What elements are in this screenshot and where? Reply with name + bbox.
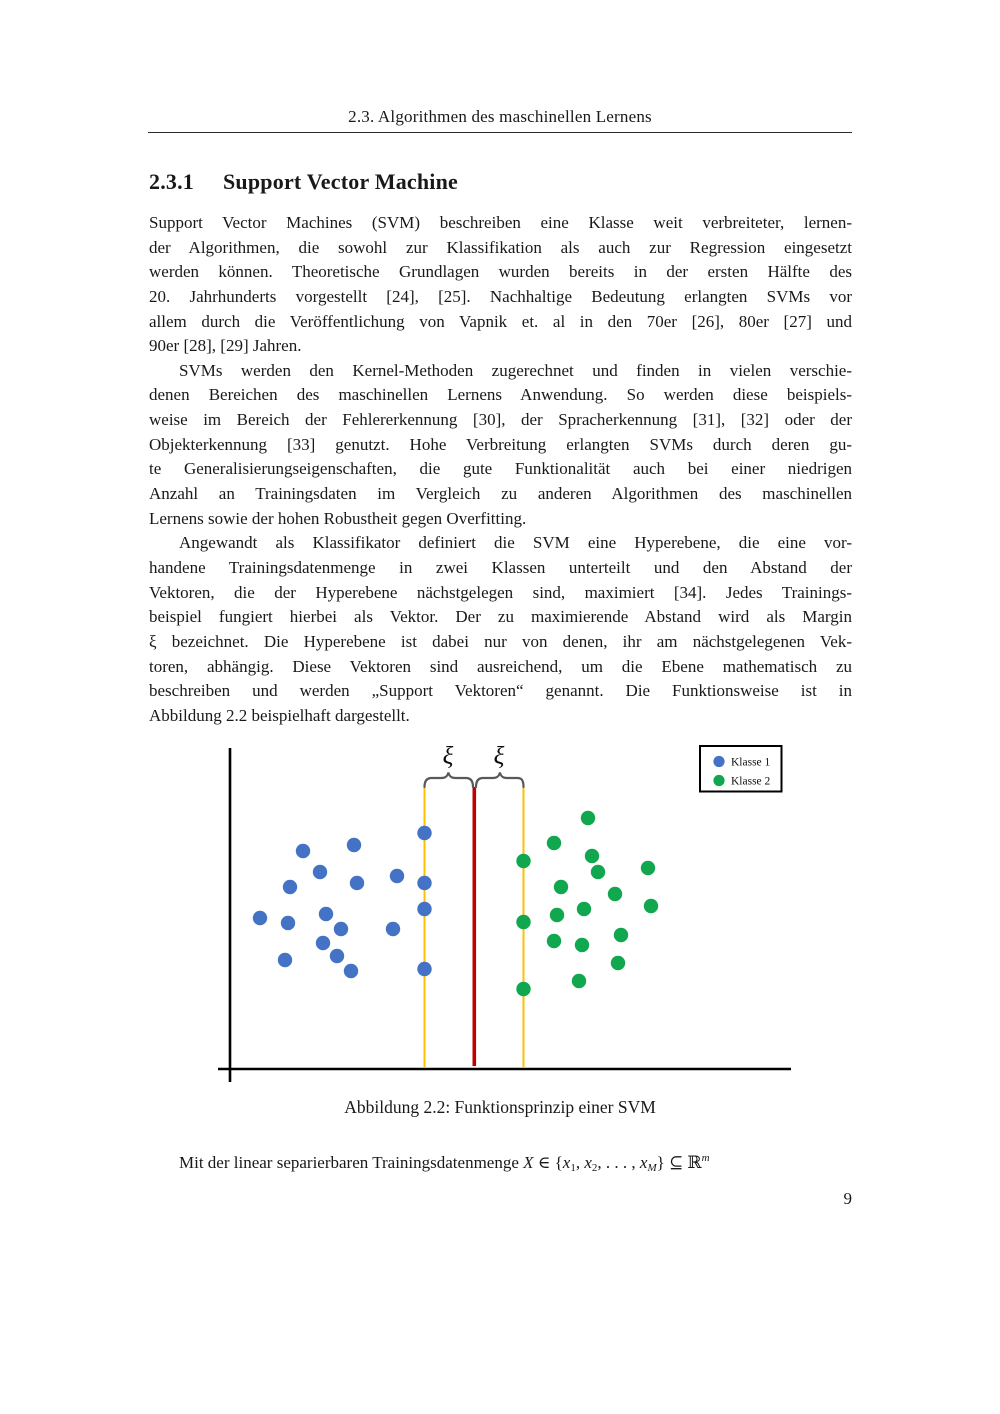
data-point	[417, 876, 431, 890]
body-line: Objekterkennung [33] genutzt. Hohe Verbreitung erlangten SVMs durch deren gu-	[149, 434, 852, 454]
xi-label-left: ξ	[442, 743, 454, 770]
closing-segment: 2	[591, 1162, 598, 1174]
body-line: beispiel fungiert hierbei als Vektor. Der zu maximierende Abstand wird als Margin	[149, 607, 852, 627]
legend	[700, 746, 782, 792]
body-line: allem durch die Veröffentlichung von Vapnik et. al in den 70er [26], 80er [27] und	[149, 311, 852, 331]
closing-segment: ,	[575, 1153, 585, 1172]
legend-marker-class1	[713, 756, 724, 767]
data-point	[641, 861, 655, 875]
data-point	[417, 902, 431, 916]
data-point	[334, 922, 348, 936]
left-margin-brace	[425, 773, 474, 788]
data-point	[330, 949, 344, 963]
data-point	[614, 928, 628, 942]
data-point	[316, 936, 330, 950]
data-point	[547, 934, 561, 948]
section-number: 2.3.1	[149, 169, 194, 194]
running-head: 2.3. Algorithmen des maschinellen Lernens	[348, 107, 652, 126]
closing-segment: 1	[570, 1162, 576, 1174]
data-point	[386, 922, 400, 936]
data-point	[611, 956, 625, 970]
data-point	[417, 826, 431, 840]
data-point	[577, 902, 591, 916]
data-point	[554, 880, 568, 894]
data-point	[581, 811, 595, 825]
class2-points	[516, 811, 658, 996]
closing-segment: ℝ	[687, 1153, 702, 1172]
legend-marker-class2	[713, 775, 724, 786]
data-point	[575, 938, 589, 952]
xi-label-right: ξ	[493, 743, 505, 770]
data-point	[591, 865, 605, 879]
body-line: SVMs werden den Kernel-Methoden zugerechnet und finden in vielen verschie-	[179, 360, 852, 380]
data-point	[585, 849, 599, 863]
closing-segment: x	[562, 1153, 571, 1172]
data-point	[516, 982, 530, 996]
body-line: denen Bereichen des maschinellen Lernens Anwendung. So werden diese beispiels-	[149, 385, 852, 405]
section-heading	[149, 169, 853, 195]
closing-segment: x	[584, 1153, 592, 1172]
data-point	[608, 887, 622, 901]
data-point	[253, 911, 267, 925]
body-line: Vektoren, die der Hyperebene nächstgelegen sind, maximiert [34]. Jedes Trainings-	[149, 582, 852, 602]
body-line: Lernens sowie der hohen Robustheit gegen Overfitting.	[149, 508, 527, 528]
legend-label-class1: Klasse 1	[731, 756, 771, 769]
data-point	[281, 916, 295, 930]
data-point	[572, 974, 586, 988]
body-line: der Algorithmen, die sowohl zur Klassifikation als auch zur Regression eingesetzt	[149, 237, 852, 257]
closing-segment: ∈ {	[533, 1153, 563, 1172]
data-point	[296, 844, 310, 858]
body-line: 20. Jahrhunderts vorgestellt [24], [25]. Nachhaltige Bedeutung erlangten SVMs vor	[149, 286, 852, 306]
closing-segment: X	[523, 1153, 534, 1172]
data-point	[644, 899, 658, 913]
closing-segment: } ⊆	[656, 1153, 688, 1172]
body-line: handene Trainingsdatenmenge in zwei Klassen unterteilt und den Abstand der	[149, 557, 852, 577]
header-rule	[148, 132, 852, 133]
closing-segment: , . . . ,	[597, 1153, 640, 1172]
body-text	[149, 211, 852, 728]
class1-points	[253, 826, 432, 978]
data-point	[550, 908, 564, 922]
body-line: Abbildung 2.2 beispielhaft dargestellt.	[149, 705, 410, 725]
body-line: te Generalisierungseigenschaften, die gute Funktionalität auch bei einer niedrigen	[149, 459, 852, 479]
body-line: beschreiben und werden „Support Vektoren“ genannt. Die Funktionsweise ist in	[149, 681, 852, 701]
closing-segment: m	[701, 1152, 710, 1164]
data-point	[344, 964, 358, 978]
data-point	[347, 838, 361, 852]
data-point	[350, 876, 364, 890]
page-number: 9	[843, 1189, 852, 1208]
data-point	[390, 869, 404, 883]
body-line: werden können. Theoretische Grundlagen wurden bereits in der ersten Hälfte des	[149, 262, 852, 282]
data-point	[516, 854, 530, 868]
figure-caption: Abbildung 2.2: Funktionsprinzip einer SVM	[344, 1097, 656, 1117]
right-margin-brace	[476, 773, 524, 788]
svm-figure	[148, 735, 852, 1087]
body-line: Support Vector Machines (SVM) beschreiben eine Klasse weit verbreiteter, lernen-	[149, 213, 852, 232]
body-line: ξ bezeichnet. Die Hyperebene ist dabei nur von denen, ihr am nächstgelegenen Vek-	[149, 631, 852, 651]
data-point	[417, 962, 431, 976]
closing-segment: M	[647, 1162, 657, 1174]
data-point	[313, 865, 327, 879]
section-title: Support Vector Machine	[223, 169, 459, 194]
closing-segment: Mit der linear separierbaren Trainingsdatenmenge	[179, 1153, 524, 1172]
body-line: Anzahl an Trainingsdaten im Vergleich zu anderen Algorithmen des maschinellen	[149, 484, 852, 504]
data-point	[283, 880, 297, 894]
closing-segment: x	[639, 1153, 648, 1172]
data-point	[516, 915, 530, 929]
data-point	[319, 907, 333, 921]
body-line: Angewandt als Klassifikator definiert die SVM eine Hyperebene, die eine vor-	[179, 533, 852, 553]
body-line: 90er [28], [29] Jahren.	[149, 336, 302, 356]
closing-paragraph	[149, 1146, 852, 1181]
legend-label-class2: Klasse 2	[731, 775, 771, 788]
body-line: toren, abhängig. Diese Vektoren sind ausreichend, um die Ebene mathematisch zu	[149, 656, 852, 676]
body-line: weise im Bereich der Fehlererkennung [30], der Spracherkennung [31], [32] oder der	[149, 410, 852, 430]
data-point	[278, 953, 292, 967]
data-point	[547, 836, 561, 850]
